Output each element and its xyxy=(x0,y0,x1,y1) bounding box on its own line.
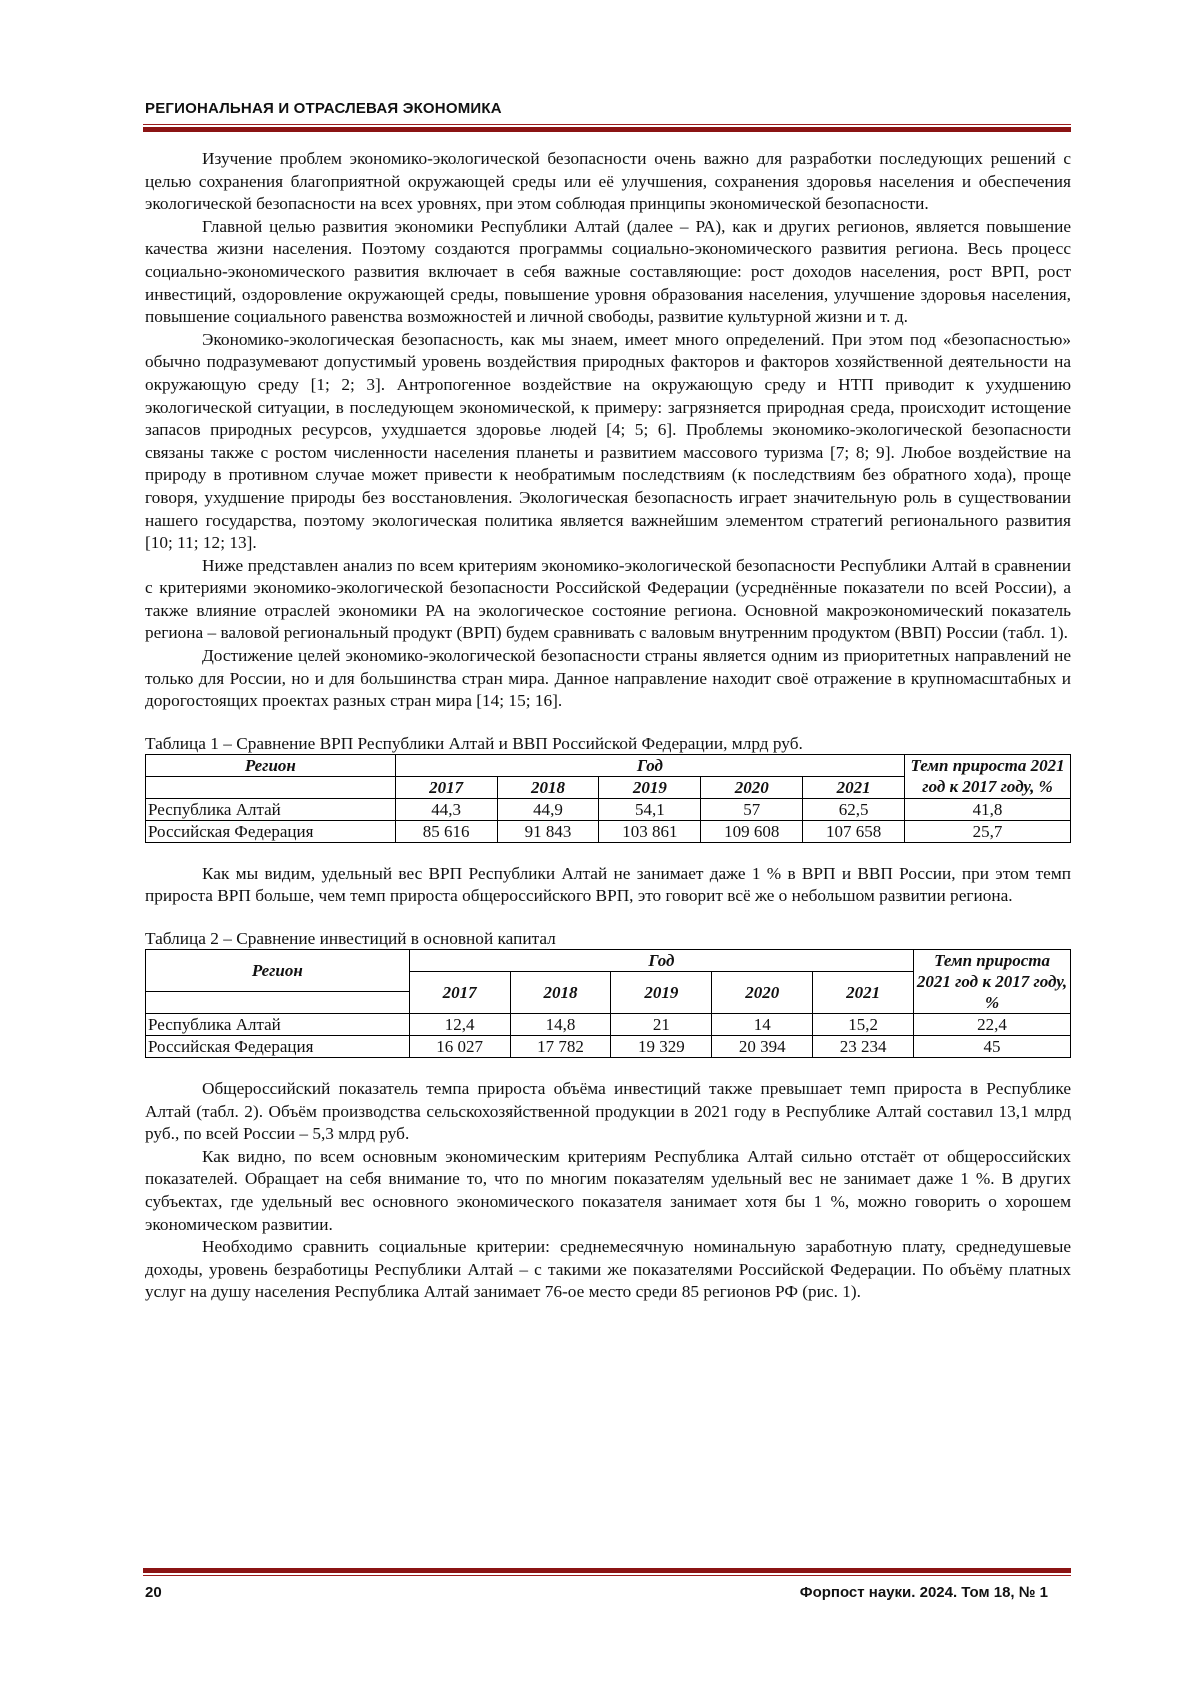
value-cell: 57 xyxy=(701,798,803,820)
value-cell: 20 394 xyxy=(712,1036,813,1058)
year-header: Год xyxy=(409,950,913,972)
year-cell: 2021 xyxy=(813,972,914,1014)
year-cell: 2021 xyxy=(803,776,905,798)
year-cell: 2018 xyxy=(510,972,611,1014)
value-cell: 103 861 xyxy=(599,820,701,842)
year-cell: 2018 xyxy=(497,776,599,798)
paragraph: Главной целью развития экономики Республики Алтай (далее – РА), как и других регионов, является повышение качества жизни населения. Поэтому создаются программы социально-экономического развития региона. Весь процесс социально-экономического развития включает в себя важные составляющие: рост доходов населения, рост ВРП, рост инвестиций, оздоровление окружающей среды, повышение уровня образования населения, улучшение здоровья населения, повышение социального равенства возможностей и личной свободы, развитие культурной жизни и т. д. xyxy=(145,216,1071,327)
region-header: Регион xyxy=(146,754,396,776)
value-cell: 16 027 xyxy=(409,1036,510,1058)
value-cell: 91 843 xyxy=(497,820,599,842)
rate-header: Темп прироста 2021 год к 2017 году, % xyxy=(905,754,1071,798)
value-cell: 23 234 xyxy=(813,1036,914,1058)
rate-cell: 22,4 xyxy=(914,1014,1071,1036)
running-header: РЕГИОНАЛЬНАЯ И ОТРАСЛЕВАЯ ЭКОНОМИКА xyxy=(145,100,502,117)
region-name: Российская Федерация xyxy=(146,1036,410,1058)
paragraph: Экономико-экологическая безопасность, как мы знаем, имеет много определений. При этом под «безопасностью» обычно подразумевают допустимый уровень воздействия природных факторов и факторов хозяйственной деятельности на окружающую среду [1; 2; 3]. Антропогенное воздействие на окружающую среду и НТП приводит к ухудшению экологической ситуации, в последующем экономической, к примеру: загрязняется природная среда, происходит истощение запасов природных ресурсов, ухудшается здоровье людей [4; 5; 6]. Проблемы экономико-экологической безопасности связаны также с ростом численности населения планеты и развитием массового туризма [7; 8; 9]. Любое воздействие на природу в противном случае может привести к необратимым последствиям (к последствиям без обратного хода), проще говоря, ухудшение природы без восстановления. Экологическая безопасность играет значительную роль в существовании нашего государства, поэтому экологическая политика является важнейшим элементом стратегий регионального развития [10; 11; 12; 13]. xyxy=(145,329,1071,553)
year-cell: 2017 xyxy=(395,776,497,798)
year-cell: 2019 xyxy=(611,972,712,1014)
paragraph: Общероссийский показатель темпа прироста объёма инвестиций также превышает темп прироста в Республике Алтай (табл. 2). Объём производства сельскохозяйственной продукции в 2021 году в Республике Алтай составил 13,1 млрд руб., по всей России – 5,3 млрд руб. xyxy=(145,1079,1071,1144)
paragraph: Как мы видим, удельный вес ВРП Республики Алтай не занимает даже 1 % в ВРП и ВВП России, при этом темп прироста ВРП больше, чем темп прироста общероссийского ВРП, это говорит всё же о небольшом развитии региона. xyxy=(145,863,1071,906)
value-cell: 107 658 xyxy=(803,820,905,842)
table-row xyxy=(146,798,1071,820)
value-cell: 17 782 xyxy=(510,1036,611,1058)
paragraph: Необходимо сравнить социальные критерии: среднемесячную номинальную заработную плату, среднедушевые доходы, уровень безработицы Республики Алтай – с такими же показателями Российской Федерации. По объёму платных услуг на душу населения Республика Алтай занимает 76-ое место среди 85 регионов РФ (рис. 1). xyxy=(145,1237,1071,1302)
table-caption: Таблица 2 – Сравнение инвестиций в основной капитал xyxy=(145,929,556,949)
year-header: Год xyxy=(395,754,904,776)
region-header: Регион xyxy=(146,950,410,992)
value-cell: 109 608 xyxy=(701,820,803,842)
paragraph: Как видно, по всем основным экономическим критериям Республика Алтай сильно отстаёт от общероссийских показателей. Обращает на себя внимание то, что по многим показателям удельный вес не занимает даже 1 %. В других субъектах, где удельный вес основного экономического показателя занимает хотя бы 1 %, можно говорить о хорошем экономическом развитии. xyxy=(145,1146,1071,1234)
value-cell: 54,1 xyxy=(599,798,701,820)
table-1 xyxy=(145,754,1071,843)
year-cell: 2019 xyxy=(599,776,701,798)
value-cell: 44,3 xyxy=(395,798,497,820)
paragraph: Достижение целей экономико-экологической безопасности страны является одним из приоритетных направлений не только для России, но и для большинства стран мира. Данное направление находит своё отражение в крупномасштабных и дорогостоящих проектах разных стран мира [14; 15; 16]. xyxy=(145,646,1071,711)
region-name: Республика Алтай xyxy=(146,1014,410,1036)
table-row xyxy=(146,1036,1071,1058)
rate-cell: 41,8 xyxy=(905,798,1071,820)
region-name: Республика Алтай xyxy=(146,798,396,820)
table-2 xyxy=(145,949,1071,1058)
value-cell: 85 616 xyxy=(395,820,497,842)
page-body xyxy=(145,148,1071,1304)
rate-header: Темп прироста 2021 год к 2017 году, % xyxy=(914,950,1071,1014)
rate-cell: 45 xyxy=(914,1036,1071,1058)
value-cell: 14,8 xyxy=(510,1014,611,1036)
value-cell: 62,5 xyxy=(803,798,905,820)
paragraph: Изучение проблем экономико-экологической безопасности очень важно для разработки последующих решений с целью сохранения благоприятной окружающей среды или её улучшения, сохранения здоровья населения и обеспечения экологической безопасности на всех уровнях, при этом соблюдая принципы экономической безопасности. xyxy=(145,149,1071,214)
header-rule xyxy=(143,124,1071,132)
value-cell: 21 xyxy=(611,1014,712,1036)
footer-rule xyxy=(143,1568,1071,1576)
paragraph: Ниже представлен анализ по всем критериям экономико-экологической безопасности Республики Алтай в сравнении с критериями экономико-экологической безопасности Российской Федерации (усреднённые показатели по всей России), а также влияние отраслей экономики РА на экологическое состояние региона. Основной макроэкономический показатель региона – валовой региональный продукт (ВРП) будем сравнивать с валовым внутренним продуктом (ВВП) России (табл. 1). xyxy=(145,555,1071,643)
region-name: Российская Федерация xyxy=(146,820,396,842)
table-row xyxy=(146,1014,1071,1036)
table-row xyxy=(146,820,1071,842)
rate-cell: 25,7 xyxy=(905,820,1071,842)
value-cell: 19 329 xyxy=(611,1036,712,1058)
value-cell: 14 xyxy=(712,1014,813,1036)
value-cell: 15,2 xyxy=(813,1014,914,1036)
value-cell: 12,4 xyxy=(409,1014,510,1036)
year-cell: 2020 xyxy=(701,776,803,798)
journal-info: Форпост науки. 2024. Том 18, № 1 xyxy=(799,1584,1048,1601)
year-cell: 2017 xyxy=(409,972,510,1014)
year-cell: 2020 xyxy=(712,972,813,1014)
table-caption: Таблица 1 – Сравнение ВРП Республики Алтай и ВВП Российской Федерации, млрд руб. xyxy=(145,733,803,753)
page-number: 20 xyxy=(145,1584,162,1601)
value-cell: 44,9 xyxy=(497,798,599,820)
